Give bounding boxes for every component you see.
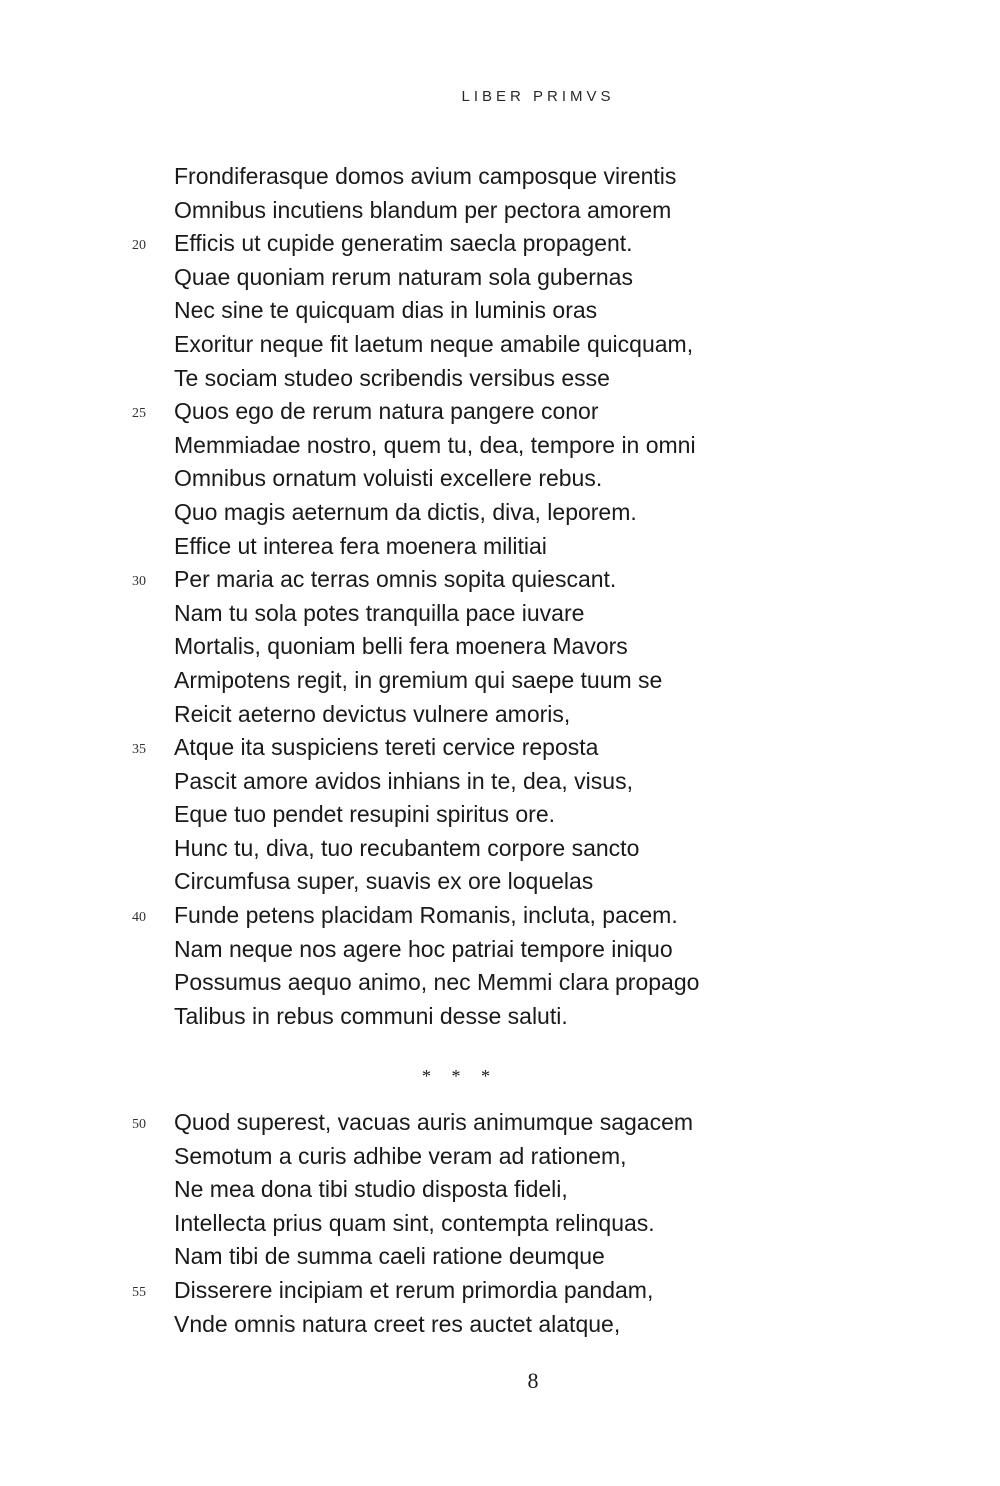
verse-line — [0, 1240, 1000, 1274]
verse-line — [0, 597, 1000, 631]
section-separator: * * * — [422, 1066, 498, 1086]
verse-line — [0, 194, 1000, 228]
verse-line — [0, 899, 1000, 933]
verse-line — [0, 765, 1000, 799]
verse-line — [0, 328, 1000, 362]
verse-text: Disserere incipiam et rerum primordia pandam, — [174, 1276, 654, 1303]
verse-line — [0, 563, 1000, 597]
line-number: 30 — [132, 574, 146, 590]
verse-text: Efficis ut cupide generatim saecla propagent. — [174, 230, 633, 257]
verse-line — [0, 933, 1000, 967]
verse-text: Intellecta prius quam sint, contempta relinquas. — [174, 1209, 655, 1236]
verse-line — [0, 362, 1000, 396]
verse-line — [0, 462, 1000, 496]
verse-section-1 — [0, 160, 1000, 1033]
verse-line — [0, 429, 1000, 463]
verse-line — [0, 1106, 1000, 1140]
verse-line — [0, 698, 1000, 732]
verse-text: Mortalis, quoniam belli fera moenera Mavors — [174, 633, 628, 660]
verse-line — [0, 1140, 1000, 1174]
verse-text: Quo magis aeternum da dictis, diva, leporem. — [174, 498, 637, 525]
verse-line — [0, 630, 1000, 664]
line-number: 35 — [132, 742, 146, 758]
verse-line — [0, 1274, 1000, 1308]
line-number: 20 — [132, 238, 146, 254]
verse-text: Funde petens placidam Romanis, incluta, pacem. — [174, 902, 678, 929]
verse-line — [0, 664, 1000, 698]
verse-text: Hunc tu, diva, tuo recubantem corpore sancto — [174, 834, 640, 861]
verse-text: Semotum a curis adhibe veram ad rationem, — [174, 1142, 627, 1169]
verse-text: Memmiadae nostro, quem tu, dea, tempore in omni — [174, 431, 696, 458]
verse-text: Eque tuo pendet resupini spiritus ore. — [174, 801, 556, 828]
verse-line — [0, 1173, 1000, 1207]
verse-line — [0, 261, 1000, 295]
verse-line — [0, 496, 1000, 530]
verse-line — [0, 1000, 1000, 1034]
line-number: 50 — [132, 1117, 146, 1132]
verse-line — [0, 160, 1000, 194]
verse-text: Reicit aeterno devictus vulnere amoris, — [174, 700, 571, 727]
verse-text: Nam neque nos agere hoc patriai tempore iniquo — [174, 935, 673, 962]
verse-line — [0, 865, 1000, 899]
verse-text: Atque ita suspiciens tereti cervice reposta — [174, 734, 599, 761]
line-number: 55 — [132, 1284, 146, 1300]
verse-text: Circumfusa super, suavis ex ore loquelas — [174, 868, 594, 895]
running-title: LIBER PRIMVS — [461, 88, 615, 105]
verse-line — [0, 395, 1000, 429]
line-number: 40 — [132, 910, 146, 926]
verse-line — [0, 966, 1000, 1000]
verse-line — [0, 530, 1000, 564]
verse-line — [0, 731, 1000, 765]
verse-text: Frondiferasque domos avium camposque virentis — [174, 163, 677, 189]
verse-line — [0, 294, 1000, 328]
verse-text: Exoritur neque fit laetum neque amabile quicquam, — [174, 330, 694, 357]
line-number: 25 — [132, 406, 146, 422]
verse-text: Omnibus ornatum voluisti excellere rebus. — [174, 465, 603, 492]
verse-text: Armipotens regit, in gremium qui saepe tuum se — [174, 666, 663, 693]
verse-text: Omnibus incutiens blandum per pectora amorem — [174, 196, 672, 223]
verse-text: Quos ego de rerum natura pangere conor — [174, 398, 599, 425]
verse-text: Per maria ac terras omnis sopita quiescant. — [174, 566, 617, 593]
verse-text: Nam tibi de summa caeli ratione deumque — [174, 1243, 605, 1270]
verse-line — [0, 1207, 1000, 1241]
verse-text: Effice ut interea fera moenera militiai — [174, 532, 547, 559]
verse-text: Quae quoniam rerum naturam sola gubernas — [174, 263, 633, 290]
verse-text: Possumus aequo animo, nec Memmi clara propago — [174, 969, 700, 996]
verse-line — [0, 227, 1000, 261]
verse-text: Pascit amore avidos inhians in te, dea, visus, — [174, 767, 633, 794]
verse-text: Te sociam studeo scribendis versibus esse — [174, 364, 610, 391]
verse-text: Quod superest, vacuas auris animumque sagacem — [174, 1109, 694, 1135]
verse-text: Ne mea dona tibi studio disposta fideli, — [174, 1176, 568, 1203]
verse-text: Vnde omnis natura creet res auctet alatque, — [174, 1310, 621, 1337]
verse-line — [0, 832, 1000, 866]
verse-text: Talibus in rebus communi desse saluti. — [174, 1002, 568, 1029]
verse-line — [0, 1308, 1000, 1342]
verse-section-2 — [0, 1106, 1000, 1341]
verse-text: Nam tu sola potes tranquilla pace iuvare — [174, 599, 585, 626]
verse-line — [0, 798, 1000, 832]
page-number: 8 — [527, 1368, 539, 1393]
verse-text: Nec sine te quicquam dias in luminis oras — [174, 297, 598, 324]
